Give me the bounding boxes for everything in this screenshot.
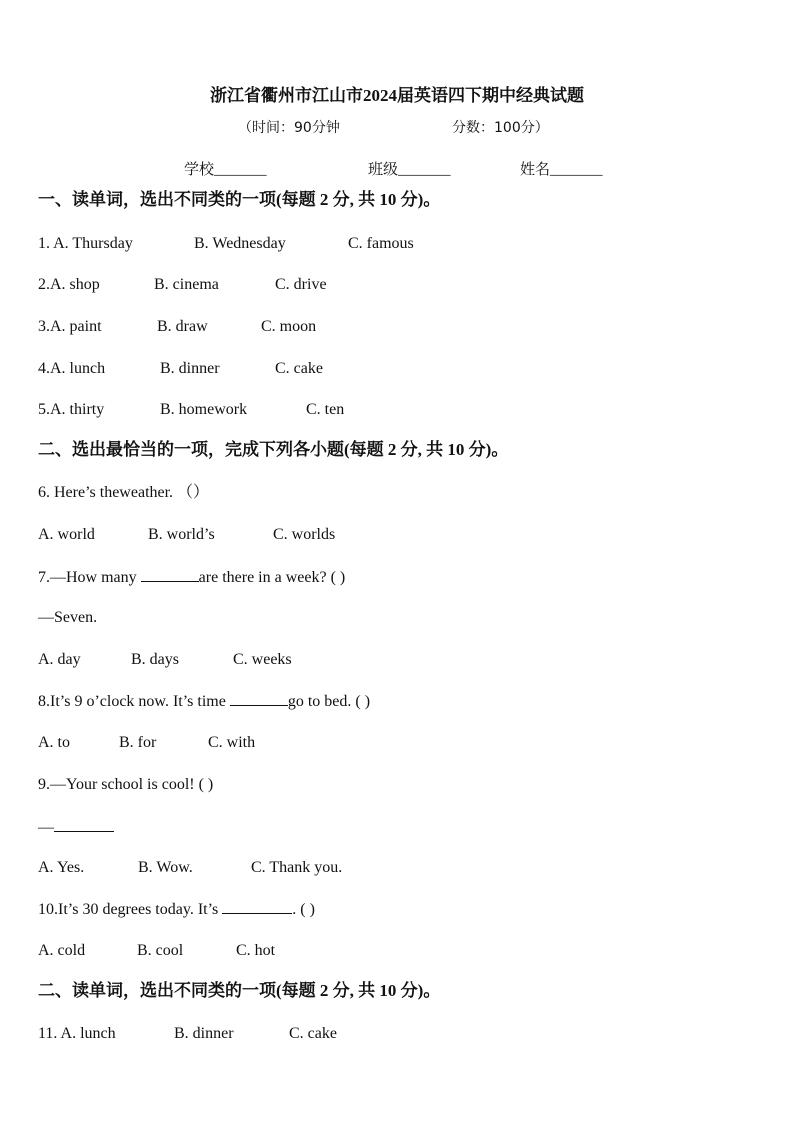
option-a: 11. A. lunch <box>38 1025 116 1042</box>
section-heading: 二、选出最恰当的一项，完成下列各小题(每题 2 分, 共 10 分)。 <box>38 440 509 459</box>
stem-end: go to bed. ( ) <box>287 693 371 710</box>
dialogue-reply: —Seven. <box>38 609 98 626</box>
question-stem <box>38 691 370 712</box>
option-b: B. Wednesday <box>194 235 286 252</box>
section-heading: 一、读单词，选出不同类的一项(每题 2 分, 共 10 分)。 <box>38 190 441 209</box>
option-a: A. Yes. <box>38 859 85 876</box>
option-b: B. for <box>119 734 157 751</box>
question-stem <box>38 899 315 920</box>
option-a: 3.A. paint <box>38 318 102 335</box>
option-a: 5.A. thirty <box>38 401 105 418</box>
option-b: B. world’s <box>148 526 215 543</box>
stem-end: . ( ) <box>292 901 315 918</box>
option-c: C. cake <box>289 1025 337 1042</box>
question-stem <box>38 567 345 588</box>
option-c: C. worlds <box>273 526 336 543</box>
option-c: C. with <box>208 734 256 751</box>
option-a: A. world <box>38 526 95 543</box>
stem-end: are there in a week? ( ) <box>198 569 346 586</box>
school-field: 学校_______ <box>184 162 267 178</box>
answer-blank <box>230 691 288 706</box>
stem-start: 7.—How many <box>38 569 141 586</box>
answer-blank <box>141 567 199 582</box>
name-field: 姓名_______ <box>520 162 603 178</box>
option-b: B. days <box>131 651 179 668</box>
exam-score: 分数：100分） <box>452 120 549 136</box>
option-b: B. dinner <box>174 1025 234 1042</box>
option-a: A. cold <box>38 942 86 959</box>
option-a: 1. A. Thursday <box>38 235 133 252</box>
option-c: C. cake <box>275 360 323 377</box>
question-stem: 9.—Your school is cool! ( ) <box>38 776 214 793</box>
option-b: B. cool <box>137 942 184 959</box>
option-a: A. day <box>38 651 81 668</box>
option-c: C. moon <box>261 318 317 335</box>
question-stem: 6. Here’s theweather. （） <box>38 484 210 501</box>
option-c: C. hot <box>236 942 276 959</box>
answer-blank <box>222 899 292 914</box>
stem-start: 10.It’s 30 degrees today. It’s <box>38 901 223 918</box>
option-c: C. ten <box>306 401 345 418</box>
option-c: C. Thank you. <box>251 859 343 876</box>
class-field: 班级_______ <box>368 162 451 178</box>
option-b: B. cinema <box>154 276 219 293</box>
page-title: 浙江省衢州市江山市2024届英语四下期中经典试题 <box>210 86 584 105</box>
answer-blank <box>54 817 114 832</box>
option-b: B. Wow. <box>138 859 193 876</box>
section-heading: 二、读单词，选出不同类的一项(每题 2 分, 共 10 分)。 <box>38 981 441 1000</box>
option-c: C. weeks <box>233 651 292 668</box>
dialogue-reply <box>38 817 114 838</box>
reply-dash: — <box>38 819 54 836</box>
option-b: B. draw <box>157 318 208 335</box>
option-c: C. famous <box>348 235 414 252</box>
option-c: C. drive <box>275 276 327 293</box>
option-a: 2.A. shop <box>38 276 100 293</box>
option-a: A. to <box>38 734 70 751</box>
exam-time: （时间：90分钟 <box>238 120 340 136</box>
stem-start: 8.It’s 9 o’clock now. It’s time <box>38 693 230 710</box>
option-a: 4.A. lunch <box>38 360 106 377</box>
option-b: B. dinner <box>160 360 220 377</box>
option-b: B. homework <box>160 401 248 418</box>
